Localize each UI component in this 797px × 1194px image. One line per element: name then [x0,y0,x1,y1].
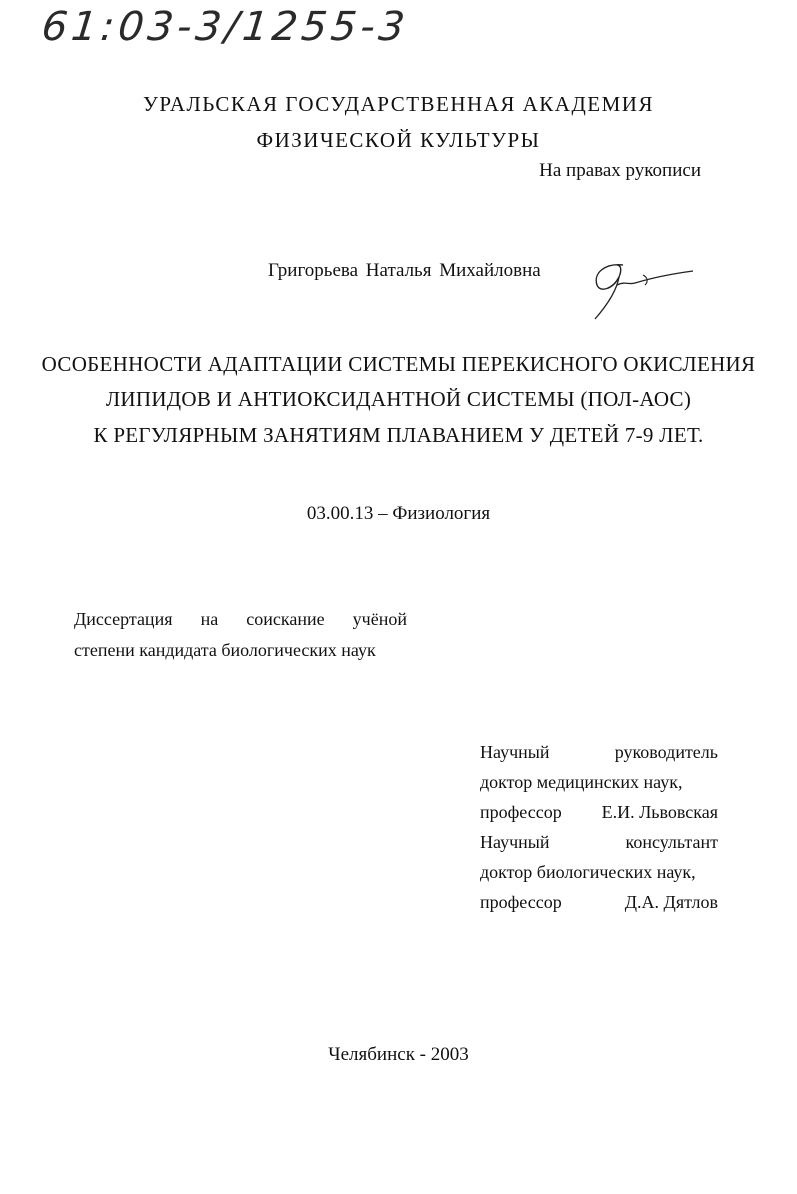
thesis-title-line-3: К РЕГУЛЯРНЫМ ЗАНЯТИЯМ ПЛАВАНИЕМ У ДЕТЕЙ 7-9 ЛЕТ. [93,423,704,447]
supervisor-role-word: Научный [480,742,550,762]
consultant-name: Д.А. Дятлов [624,892,718,912]
thesis-title-line-1: ОСОБЕННОСТИ АДАПТАЦИИ СИСТЕМЫ ПЕРЕКИСНОГО ОКИСЛЕНИЯ [41,352,756,376]
city-year: Челябинск - 2003 [328,1044,469,1065]
supervisor-role [480,737,718,767]
organization-line-2: ФИЗИЧЕСКОЙ КУЛЬТУРЫ [256,128,541,152]
thesis-title-line-2: ЛИПИДОВ И АНТИОКСИДАНТНОЙ СИСТЕМЫ (ПОЛ-АОС) [105,387,692,411]
dissertation-word: Диссертация [74,609,173,629]
consultant-role-word: Научный [480,832,550,852]
dissertation-word: учёной [352,609,407,629]
catalog-number: 61:03-3/1255-3 [39,4,411,50]
supervisor-title: профессор [480,802,562,822]
dissertation-line-2: степени кандидата биологических наук [74,640,376,660]
dissertation-word: соискание [246,609,325,629]
consultant-degree-text: доктор биологических наук, [480,862,696,882]
organization-line-1: УРАЛЬСКАЯ ГОСУДАРСТВЕННАЯ АКАДЕМИЯ [143,92,654,116]
consultant-title: профессор [480,892,562,912]
supervisor-name: Е.И. Львовская [601,802,718,822]
signature-icon [583,255,695,326]
consultant-role [480,827,718,857]
dissertation-line-1 [74,604,407,635]
specialty-code: 03.00.13 – Физиология [306,503,491,524]
advisors-block [480,737,718,917]
supervisor-degree [480,767,718,797]
supervisor-role-word: руководитель [614,742,718,762]
consultant-name-row [480,887,718,917]
author-name: Григорьева Наталья Михайловна [268,260,541,281]
dissertation-statement [74,604,407,666]
rights-note: На правах рукописи [539,160,701,181]
consultant-role-word: консультант [625,832,718,852]
supervisor-degree-text: доктор медицинских наук, [480,772,683,792]
supervisor-name-row [480,797,718,827]
consultant-degree [480,857,718,887]
dissertation-word: на [200,609,219,629]
